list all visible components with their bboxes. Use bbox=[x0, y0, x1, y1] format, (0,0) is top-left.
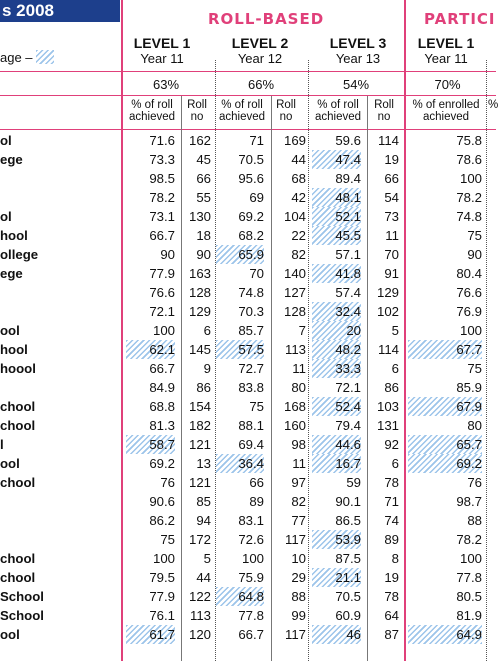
table-cell: 80 bbox=[467, 418, 482, 433]
table-cell: 72.7 bbox=[238, 361, 264, 376]
table-cell: 11 bbox=[292, 361, 306, 376]
table-cell: 103 bbox=[376, 399, 399, 414]
table-cell: 79.4 bbox=[335, 418, 361, 433]
table-cell: 87.5 bbox=[335, 551, 361, 566]
table-cell: 100 bbox=[459, 323, 482, 338]
table-cell: 73 bbox=[384, 209, 399, 224]
school-name: ool bbox=[0, 323, 20, 338]
overall-pct-part-l1: 70% bbox=[434, 77, 461, 92]
table-cell: 66 bbox=[384, 171, 399, 186]
table-cell: 60.9 bbox=[335, 608, 361, 623]
table-row bbox=[0, 169, 496, 188]
table-cell: 77 bbox=[291, 513, 306, 528]
table-cell: 130 bbox=[188, 209, 211, 224]
table-cell: 88 bbox=[467, 513, 482, 528]
table-cell: 89 bbox=[249, 494, 264, 509]
table-row bbox=[0, 264, 496, 283]
table-cell: 86.2 bbox=[149, 513, 175, 528]
table-cell: 57.4 bbox=[335, 285, 361, 300]
table-cell: 11 bbox=[292, 456, 306, 471]
table-cell: 78 bbox=[384, 589, 399, 604]
table-cell: 64.8 bbox=[216, 587, 264, 606]
table-cell: 61.7 bbox=[126, 625, 175, 644]
table-cell: 113 bbox=[284, 342, 306, 357]
table-cell: 76.9 bbox=[456, 304, 482, 319]
table-cell: 6 bbox=[391, 456, 399, 471]
table-cell: 88 bbox=[291, 589, 306, 604]
table-cell: 117 bbox=[284, 627, 306, 642]
table-row bbox=[0, 530, 496, 549]
overall-pct-l1: 63% bbox=[152, 77, 180, 92]
table-cell: 67.7 bbox=[408, 340, 482, 359]
table-cell: 90 bbox=[467, 247, 482, 262]
table-cell: 95.6 bbox=[238, 171, 264, 186]
table-row bbox=[0, 473, 496, 492]
table-row bbox=[0, 606, 496, 625]
table-cell: 85.7 bbox=[238, 323, 264, 338]
table-cell: 21.1 bbox=[312, 568, 361, 587]
table-cell: 11 bbox=[385, 228, 399, 243]
table-cell: 52.4 bbox=[312, 397, 361, 416]
school-name: School bbox=[0, 589, 44, 604]
table-cell: 44 bbox=[196, 570, 211, 585]
table-cell: 76 bbox=[467, 475, 482, 490]
table-cell: 66 bbox=[196, 171, 211, 186]
school-name: l bbox=[0, 437, 4, 452]
table-cell: 48.1 bbox=[312, 188, 361, 207]
table-cell: 87 bbox=[384, 627, 399, 642]
subheader-roll-no: Roll no bbox=[276, 99, 296, 123]
school-name: hool bbox=[0, 228, 28, 243]
level-label: LEVEL 3 bbox=[329, 35, 387, 51]
table-cell: 100 bbox=[241, 551, 264, 566]
table-cell: 75.9 bbox=[238, 570, 264, 585]
table-cell: 120 bbox=[188, 627, 211, 642]
level-header-roll-l1 bbox=[127, 36, 197, 66]
table-cell: 94 bbox=[196, 513, 211, 528]
table-row bbox=[0, 492, 496, 511]
table-row bbox=[0, 207, 496, 226]
table-cell: 72.6 bbox=[238, 532, 264, 547]
table-cell: 102 bbox=[376, 304, 399, 319]
table-cell: 74.8 bbox=[238, 285, 264, 300]
table-cell: 20 bbox=[312, 321, 361, 340]
table-cell: 154 bbox=[188, 399, 211, 414]
table-cell: 98 bbox=[291, 437, 306, 452]
subheader-partial: % bbox=[488, 99, 498, 111]
subheader-roll-no: Roll no bbox=[374, 99, 394, 123]
table-cell: 85.9 bbox=[456, 380, 482, 395]
table-cell: 33.3 bbox=[312, 359, 361, 378]
table-cell: 131 bbox=[376, 418, 399, 433]
table-row bbox=[0, 435, 496, 454]
level-label: LEVEL 1 bbox=[133, 35, 191, 51]
header-rule bbox=[0, 71, 496, 72]
table-cell: 69.4 bbox=[238, 437, 264, 452]
table-cell: 77.8 bbox=[238, 608, 264, 623]
table-cell: 76.1 bbox=[149, 608, 175, 623]
school-name: hoool bbox=[0, 361, 36, 376]
table-cell: 100 bbox=[152, 551, 175, 566]
table-cell: 82 bbox=[291, 494, 306, 509]
table-cell: 58.7 bbox=[126, 435, 175, 454]
table-cell: 18 bbox=[196, 228, 211, 243]
table-cell: 76.6 bbox=[456, 285, 482, 300]
table-cell: 72.1 bbox=[335, 380, 361, 395]
table-row bbox=[0, 416, 496, 435]
table-cell: 114 bbox=[377, 133, 399, 148]
table-cell: 122 bbox=[188, 589, 211, 604]
level-label: LEVEL 2 bbox=[231, 35, 289, 51]
table-row bbox=[0, 378, 496, 397]
table-cell: 80.5 bbox=[456, 589, 482, 604]
table-cell: 64 bbox=[384, 608, 399, 623]
table-cell: 100 bbox=[459, 551, 482, 566]
table-cell: 36.4 bbox=[216, 454, 264, 473]
table-cell: 13 bbox=[196, 456, 211, 471]
table-cell: 45.5 bbox=[312, 226, 361, 245]
table-row bbox=[0, 245, 496, 264]
table-cell: 76.6 bbox=[149, 285, 175, 300]
table-row bbox=[0, 150, 496, 169]
table-cell: 59.6 bbox=[335, 133, 361, 148]
table-cell: 16.7 bbox=[312, 454, 361, 473]
table-cell: 54 bbox=[384, 190, 399, 205]
table-cell: 66.7 bbox=[149, 228, 175, 243]
table-cell: 77.8 bbox=[456, 570, 482, 585]
table-cell: 90 bbox=[160, 247, 175, 262]
table-cell: 78.6 bbox=[456, 152, 482, 167]
table-cell: 69.2 bbox=[408, 454, 482, 473]
year-label: Year 11 bbox=[424, 51, 468, 66]
level-header-part-l1 bbox=[410, 36, 482, 66]
table-cell: 64.9 bbox=[408, 625, 482, 644]
table-cell: 86.5 bbox=[335, 513, 361, 528]
table-row bbox=[0, 321, 496, 340]
table-cell: 98.5 bbox=[149, 171, 175, 186]
table-cell: 68.8 bbox=[149, 399, 175, 414]
table-cell: 100 bbox=[459, 171, 482, 186]
year-label: Year 11 bbox=[140, 51, 184, 66]
table-cell: 47.4 bbox=[312, 150, 361, 169]
table-row bbox=[0, 397, 496, 416]
table-cell: 9 bbox=[203, 361, 211, 376]
table-cell: 117 bbox=[284, 532, 306, 547]
table-row bbox=[0, 188, 496, 207]
table-cell: 78 bbox=[384, 475, 399, 490]
table-cell: 83.8 bbox=[238, 380, 264, 395]
table-cell: 70.3 bbox=[238, 304, 264, 319]
table-cell: 75 bbox=[249, 399, 264, 414]
table-cell: 65.9 bbox=[216, 245, 264, 264]
table-row bbox=[0, 511, 496, 530]
school-name: ege bbox=[0, 266, 23, 281]
table-row bbox=[0, 549, 496, 568]
table-cell: 66.7 bbox=[149, 361, 175, 376]
table-cell: 79.5 bbox=[149, 570, 175, 585]
year-label: Year 13 bbox=[335, 51, 381, 66]
table-cell: 129 bbox=[188, 304, 211, 319]
table-cell: 77.9 bbox=[149, 266, 175, 281]
table-cell: 22 bbox=[291, 228, 306, 243]
table-cell: 128 bbox=[283, 304, 306, 319]
table-cell: 98.7 bbox=[456, 494, 482, 509]
table-row bbox=[0, 454, 496, 473]
table-cell: 72.1 bbox=[149, 304, 175, 319]
table-cell: 73.3 bbox=[149, 152, 175, 167]
table-cell: 68 bbox=[291, 171, 306, 186]
table-cell: 76 bbox=[160, 475, 175, 490]
table-row bbox=[0, 568, 496, 587]
table-row bbox=[0, 359, 496, 378]
school-name: ol bbox=[0, 209, 12, 224]
table-cell: 90 bbox=[196, 247, 211, 262]
table-cell: 70.5 bbox=[335, 589, 361, 604]
table-cell: 70.5 bbox=[238, 152, 264, 167]
table-cell: 100 bbox=[152, 323, 175, 338]
table-cell: 84.9 bbox=[149, 380, 175, 395]
table-cell: 88.1 bbox=[238, 418, 264, 433]
table-cell: 75 bbox=[467, 361, 482, 376]
subheader-pct-enrolled: % of enrolled achieved bbox=[412, 99, 480, 123]
table-row bbox=[0, 226, 496, 245]
table-cell: 74 bbox=[384, 513, 399, 528]
table-cell: 71 bbox=[384, 494, 399, 509]
table-cell: 160 bbox=[283, 418, 306, 433]
table-cell: 44.6 bbox=[312, 435, 361, 454]
table-cell: 69.2 bbox=[238, 209, 264, 224]
table-cell: 97 bbox=[291, 475, 306, 490]
table-cell: 78.2 bbox=[456, 190, 482, 205]
table-cell: 86 bbox=[384, 380, 399, 395]
table-cell: 69.2 bbox=[149, 456, 175, 471]
table-cell: 163 bbox=[188, 266, 211, 281]
legend-label: age – bbox=[0, 50, 33, 65]
school-name: chool bbox=[0, 399, 36, 414]
overall-pct-l2: 66% bbox=[247, 77, 275, 92]
table-cell: 145 bbox=[188, 342, 211, 357]
table-cell: 32.4 bbox=[312, 302, 361, 321]
table-cell: 82 bbox=[291, 247, 306, 262]
table-row bbox=[0, 340, 496, 359]
table-cell: 77.9 bbox=[149, 589, 175, 604]
table-cell: 91 bbox=[384, 266, 399, 281]
table-row bbox=[0, 131, 496, 150]
table-row bbox=[0, 587, 496, 606]
table-cell: 69 bbox=[249, 190, 264, 205]
table-cell: 73.1 bbox=[149, 209, 175, 224]
school-name: ollege bbox=[0, 247, 39, 262]
table-cell: 78.2 bbox=[456, 532, 482, 547]
group-header-roll-based: ROLL-BASED bbox=[208, 10, 325, 28]
subheader-rule bbox=[0, 129, 496, 130]
subheader-pct-roll: % of roll achieved bbox=[218, 99, 266, 123]
level-label: LEVEL 1 bbox=[417, 35, 475, 51]
subheader-pct-roll: % of roll achieved bbox=[128, 99, 176, 123]
table-cell: 89 bbox=[384, 532, 399, 547]
page-title: s 2008 bbox=[0, 0, 120, 22]
table-cell: 99 bbox=[291, 608, 306, 623]
school-name: chool bbox=[0, 551, 36, 566]
table-cell: 52.1 bbox=[312, 207, 361, 226]
table-cell: 7 bbox=[298, 323, 306, 338]
table-cell: 44 bbox=[291, 152, 306, 167]
table-cell: 66.7 bbox=[238, 627, 264, 642]
table-cell: 104 bbox=[283, 209, 306, 224]
table-cell: 59 bbox=[346, 475, 361, 490]
percent-rule bbox=[0, 95, 496, 96]
table-cell: 67.9 bbox=[408, 397, 482, 416]
table-cell: 80 bbox=[291, 380, 306, 395]
table-cell: 140 bbox=[283, 266, 306, 281]
table-cell: 81.9 bbox=[456, 608, 482, 623]
table-cell: 121 bbox=[188, 437, 211, 452]
table-cell: 89.4 bbox=[335, 171, 361, 186]
table-cell: 46 bbox=[312, 625, 361, 644]
table-cell: 6 bbox=[391, 361, 399, 376]
table-cell: 41.8 bbox=[312, 264, 361, 283]
table-cell: 68.2 bbox=[238, 228, 264, 243]
school-name: chool bbox=[0, 570, 36, 585]
level-header-roll-l3 bbox=[318, 36, 398, 66]
table-cell: 66 bbox=[249, 475, 264, 490]
table-cell: 113 bbox=[189, 608, 211, 623]
hatch-legend-icon bbox=[36, 50, 54, 64]
overall-pct-l3: 54% bbox=[342, 77, 370, 92]
table-cell: 75 bbox=[467, 228, 482, 243]
table-cell: 182 bbox=[188, 418, 211, 433]
table-cell: 29 bbox=[291, 570, 306, 585]
table-cell: 92 bbox=[384, 437, 399, 452]
year-label: Year 12 bbox=[237, 51, 283, 66]
table-row bbox=[0, 625, 496, 644]
table-cell: 6 bbox=[203, 323, 211, 338]
table-cell: 83.1 bbox=[238, 513, 264, 528]
school-name: chool bbox=[0, 475, 36, 490]
school-name: ege bbox=[0, 152, 23, 167]
table-cell: 169 bbox=[283, 133, 306, 148]
school-name: chool bbox=[0, 418, 36, 433]
table-cell: 129 bbox=[376, 285, 399, 300]
table-cell: 90.6 bbox=[149, 494, 175, 509]
table-cell: 74.8 bbox=[456, 209, 482, 224]
table-cell: 85 bbox=[196, 494, 211, 509]
table-cell: 75.8 bbox=[456, 133, 482, 148]
table-cell: 86 bbox=[196, 380, 211, 395]
table-cell: 5 bbox=[203, 551, 211, 566]
school-name: ool bbox=[0, 627, 20, 642]
table-cell: 127 bbox=[283, 285, 306, 300]
level-header-roll-l2 bbox=[220, 36, 300, 66]
table-cell: 62.1 bbox=[126, 340, 175, 359]
table-cell: 19 bbox=[384, 570, 399, 585]
table-cell: 168 bbox=[283, 399, 306, 414]
group-header-participation: PARTICI bbox=[424, 10, 496, 28]
table-cell: 80.4 bbox=[456, 266, 482, 281]
table-cell: 71.6 bbox=[149, 133, 175, 148]
subheader-roll-no: Roll no bbox=[187, 99, 207, 123]
table-cell: 42 bbox=[291, 190, 306, 205]
table-cell: 70 bbox=[249, 266, 264, 281]
table-cell: 65.7 bbox=[408, 435, 482, 454]
table-row bbox=[0, 283, 496, 302]
table-cell: 48.2 bbox=[312, 340, 361, 359]
table-cell: 90.1 bbox=[335, 494, 361, 509]
table-cell: 128 bbox=[188, 285, 211, 300]
subheader-pct-roll: % of roll achieved bbox=[314, 99, 362, 123]
table-cell: 78.2 bbox=[149, 190, 175, 205]
school-name: hool bbox=[0, 342, 28, 357]
table-cell: 162 bbox=[188, 133, 211, 148]
school-name: ool bbox=[0, 456, 20, 471]
table-cell: 75 bbox=[160, 532, 175, 547]
table-row bbox=[0, 302, 496, 321]
table-cell: 19 bbox=[384, 152, 399, 167]
table-cell: 57.1 bbox=[335, 247, 361, 262]
table-cell: 114 bbox=[377, 342, 399, 357]
school-name: School bbox=[0, 608, 44, 623]
table-cell: 71 bbox=[249, 133, 264, 148]
table-cell: 45 bbox=[196, 152, 211, 167]
table-cell: 8 bbox=[391, 551, 399, 566]
table-cell: 53.9 bbox=[312, 530, 361, 549]
table-cell: 81.3 bbox=[149, 418, 175, 433]
school-name: ol bbox=[0, 133, 12, 148]
table-cell: 70 bbox=[384, 247, 399, 262]
table-cell: 121 bbox=[188, 475, 211, 490]
table-cell: 5 bbox=[391, 323, 399, 338]
table-cell: 172 bbox=[188, 532, 211, 547]
table-cell: 10 bbox=[291, 551, 306, 566]
table-cell: 57.5 bbox=[216, 340, 264, 359]
table-cell: 55 bbox=[196, 190, 211, 205]
